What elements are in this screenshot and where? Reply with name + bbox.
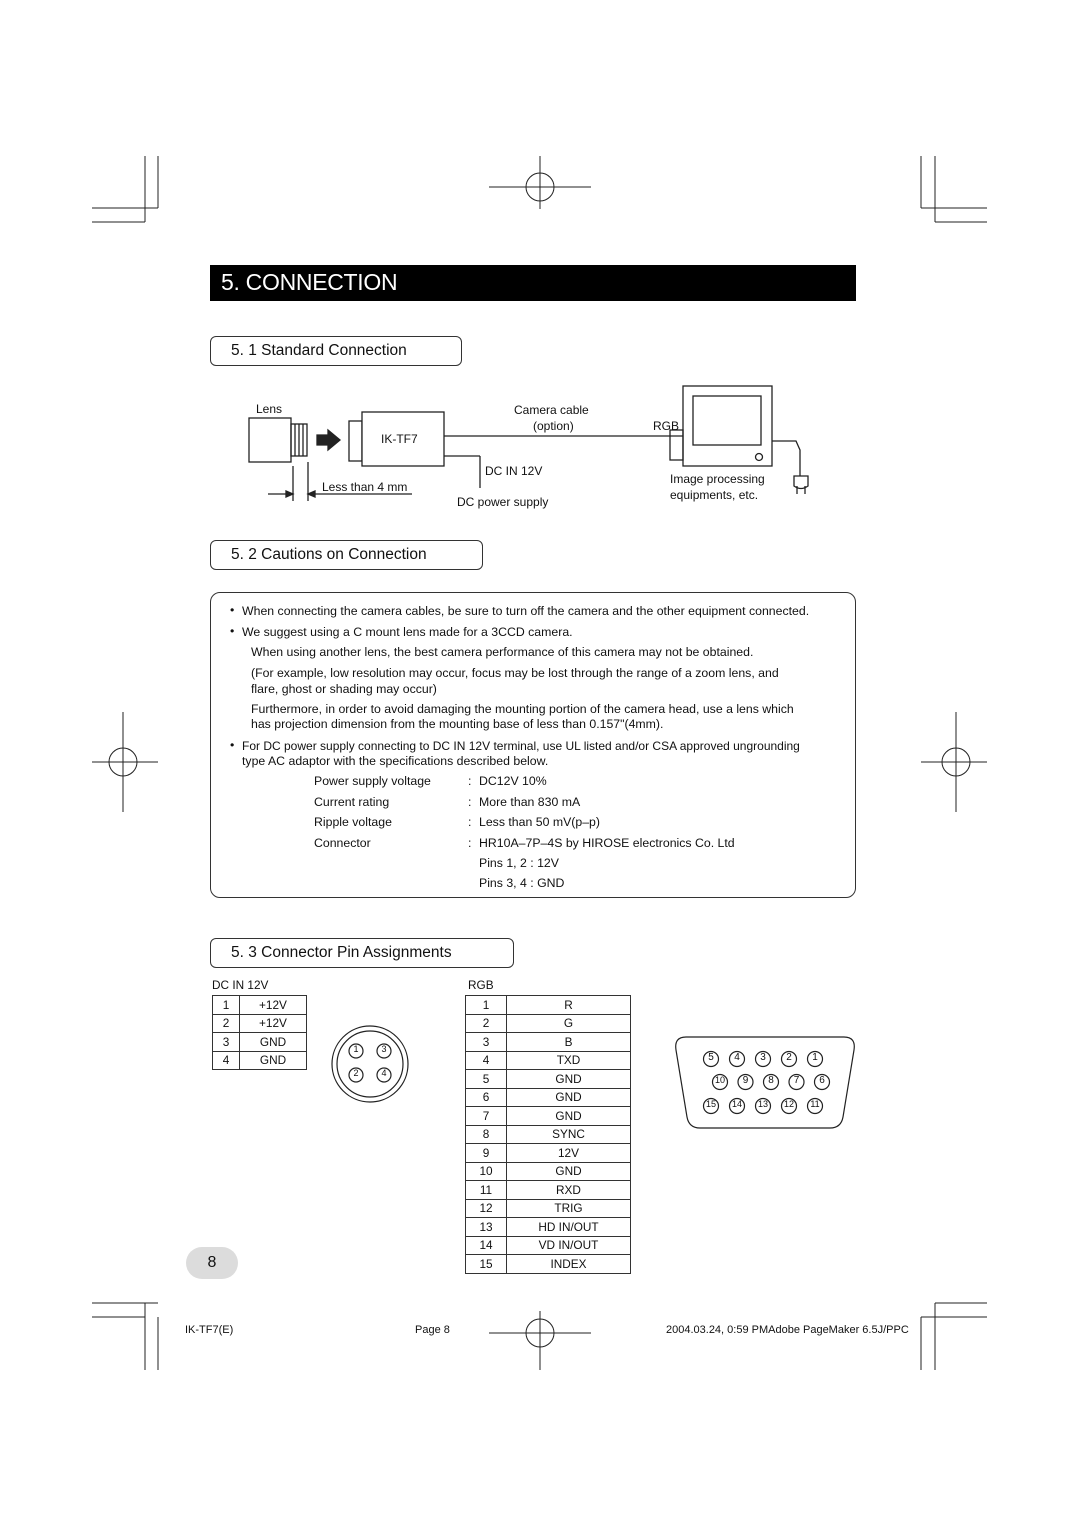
pin-signal: GND xyxy=(240,1051,307,1070)
table-row xyxy=(466,1255,631,1274)
pins-note-b: Pins 3, 4 : GND xyxy=(479,876,565,890)
table-row xyxy=(466,1199,631,1218)
dc-table-heading: DC IN 12V xyxy=(212,978,269,992)
footer-timestamp: 2004.03.24, 0:59 PMAdobe PageMaker 6.5J/PPC xyxy=(666,1324,909,1336)
image-processing-label: Image processing xyxy=(670,472,765,486)
dsub-pin-number: 10 xyxy=(714,1075,725,1085)
dc-connector-pin-number: 4 xyxy=(381,1068,387,1078)
spec-label: Connector xyxy=(314,836,371,850)
pin-number: 3 xyxy=(213,1033,240,1052)
pin-number: 6 xyxy=(466,1088,507,1107)
dsub-pin-number: 15 xyxy=(705,1099,716,1109)
table-row xyxy=(213,1033,307,1052)
caution-text-2: We suggest using a C mount lens made for a 3CCD camera. xyxy=(242,625,573,639)
page-number: 8 xyxy=(186,1247,238,1279)
plug-icon xyxy=(794,476,808,489)
dc-pin-table xyxy=(212,995,307,1070)
pin-number: 2 xyxy=(213,1014,240,1033)
dsub-pin-number: 8 xyxy=(768,1075,774,1086)
pin-signal: SYNC xyxy=(507,1125,631,1144)
pin-number: 5 xyxy=(466,1070,507,1089)
equipments-label: equipments, etc. xyxy=(670,488,759,502)
table-row xyxy=(466,1236,631,1255)
dsub-pin-number: 2 xyxy=(786,1052,792,1063)
dc-connector-pin-number: 2 xyxy=(353,1068,359,1078)
rgb-pin-table xyxy=(465,995,631,1274)
pin-signal: GND xyxy=(507,1162,631,1181)
dsub-pin-number: 1 xyxy=(812,1052,818,1063)
pin-number: 10 xyxy=(466,1162,507,1181)
camera-label: IK-TF7 xyxy=(381,432,418,446)
bullet-2: • xyxy=(230,624,235,638)
camera-cable-label: Camera cable xyxy=(514,403,589,417)
pin-signal: TXD xyxy=(507,1051,631,1070)
pin-signal: R xyxy=(507,996,631,1015)
pin-number: 8 xyxy=(466,1125,507,1144)
dsub-pin-number: 3 xyxy=(760,1052,766,1063)
pin-signal: 12V xyxy=(507,1144,631,1163)
dsub-pin-number: 12 xyxy=(783,1099,794,1109)
pin-signal: GND xyxy=(240,1033,307,1052)
table-row xyxy=(466,1033,631,1052)
rgb-table-heading: RGB xyxy=(468,978,494,992)
dsub-pin-number: 6 xyxy=(819,1075,825,1086)
table-row xyxy=(213,1014,307,1033)
dsub-pin-number: 4 xyxy=(734,1052,740,1063)
caution-text-3b: type AC adaptor with the specifications described below. xyxy=(242,754,549,768)
spec-value: More than 830 mA xyxy=(479,795,581,809)
pin-number: 12 xyxy=(466,1199,507,1218)
pin-signal: HD IN/OUT xyxy=(507,1218,631,1237)
pin-signal: +12V xyxy=(240,996,307,1015)
spec-value: Less than 50 mV(p–p) xyxy=(479,815,600,829)
table-row xyxy=(466,1070,631,1089)
pin-number: 1 xyxy=(466,996,507,1015)
chapter-title-bar xyxy=(210,265,856,301)
footer-file-name: IK-TF7(E) xyxy=(185,1324,234,1336)
section-heading-standard-connection: 5. 1 Standard Connection xyxy=(210,336,462,366)
pin-signal: GND xyxy=(507,1107,631,1126)
table-row xyxy=(466,1162,631,1181)
section-heading-pin-assignments: 5. 3 Connector Pin Assignments xyxy=(210,938,514,968)
dsub-pin-number: 5 xyxy=(708,1052,714,1063)
dsub-pin-number: 11 xyxy=(810,1099,820,1109)
pin-signal: VD IN/OUT xyxy=(507,1236,631,1255)
table-row xyxy=(213,1051,307,1070)
section-heading-cautions: 5. 2 Cautions on Connection xyxy=(210,540,483,570)
cable-option-label: (option) xyxy=(533,419,574,433)
pin-number: 14 xyxy=(466,1236,507,1255)
bullet-1: • xyxy=(230,603,235,617)
pin-signal: TRIG xyxy=(507,1199,631,1218)
dc-in-label: DC IN 12V xyxy=(485,464,543,478)
caution-paragraph-3b: has projection dimension from the mounting base of less than 0.157"(4mm). xyxy=(251,717,664,731)
pin-number: 4 xyxy=(466,1051,507,1070)
spec-label: Current rating xyxy=(314,795,390,809)
table-row xyxy=(466,996,631,1015)
chapter-title: 5. CONNECTION xyxy=(221,269,398,295)
dc-connector-pin-number: 1 xyxy=(353,1044,359,1054)
spec-label: Ripple voltage xyxy=(314,815,392,829)
spec-colon: : xyxy=(468,795,472,809)
table-row xyxy=(466,1144,631,1163)
pin-signal: B xyxy=(507,1033,631,1052)
pin-signal: INDEX xyxy=(507,1255,631,1274)
pin-number: 2 xyxy=(466,1014,507,1033)
caution-text-3a: For DC power supply connecting to DC IN 12V terminal, use UL listed and/or CSA approved ungrounding xyxy=(242,739,800,753)
footer-page: Page 8 xyxy=(415,1324,450,1336)
dsub-pin-number: 7 xyxy=(793,1075,800,1086)
caution-paragraph-3a: Furthermore, in order to avoid damaging the mounting portion of the camera head, use a lens which xyxy=(251,702,794,716)
caution-paragraph-2a: (For example, low resolution may occur, focus may be lost through the range of a zoom lens, and xyxy=(251,666,779,680)
pins-note-a: Pins 1, 2 : 12V xyxy=(479,856,559,870)
pin-signal: GND xyxy=(507,1088,631,1107)
lens-icon xyxy=(249,418,291,462)
bullet-3: • xyxy=(230,738,235,752)
dsub-pin-number: 13 xyxy=(757,1099,768,1109)
pin-number: 9 xyxy=(466,1144,507,1163)
pin-number: 3 xyxy=(466,1033,507,1052)
dc-supply-label: DC power supply xyxy=(457,495,549,509)
pin-number: 11 xyxy=(466,1181,507,1200)
lens-label: Lens xyxy=(256,402,283,416)
spec-label: Power supply voltage xyxy=(314,774,431,788)
pin-signal: GND xyxy=(507,1070,631,1089)
dimension-label: Less than 4 mm xyxy=(322,480,408,494)
dsub-pin-number: 9 xyxy=(742,1075,749,1086)
spec-colon: : xyxy=(468,836,472,850)
caution-paragraph-1: When using another lens, the best camera performance of this camera may not be obtained. xyxy=(251,645,754,659)
pin-number: 4 xyxy=(213,1051,240,1070)
caution-paragraph-2b: flare, ghost or shading may occur) xyxy=(251,682,437,696)
table-row xyxy=(466,1125,631,1144)
dc-connector-pin-number: 3 xyxy=(381,1044,387,1054)
arrow-icon xyxy=(317,430,340,450)
spec-value: HR10A–7P–4S by HIROSE electronics Co. Ltd xyxy=(479,836,735,850)
pin-signal: G xyxy=(507,1014,631,1033)
pin-signal: RXD xyxy=(507,1181,631,1200)
table-row xyxy=(213,996,307,1015)
table-row xyxy=(466,1181,631,1200)
spec-colon: : xyxy=(468,774,472,788)
pin-number: 1 xyxy=(213,996,240,1015)
table-row xyxy=(466,1107,631,1126)
pin-number: 7 xyxy=(466,1107,507,1126)
pin-signal: +12V xyxy=(240,1014,307,1033)
table-row xyxy=(466,1218,631,1237)
caution-text-1: When connecting the camera cables, be sure to turn off the camera and the other equipment connected. xyxy=(242,604,810,618)
spec-value: DC12V 10% xyxy=(479,774,547,788)
table-row xyxy=(466,1014,631,1033)
spec-colon: : xyxy=(468,815,472,829)
table-row xyxy=(466,1051,631,1070)
dsub-pin-number: 14 xyxy=(731,1099,742,1109)
table-row xyxy=(466,1088,631,1107)
pin-number: 13 xyxy=(466,1218,507,1237)
rgb-port-label: RGB xyxy=(653,419,680,433)
dc-connector-diagram xyxy=(332,1026,408,1102)
pin-number: 15 xyxy=(466,1255,507,1274)
